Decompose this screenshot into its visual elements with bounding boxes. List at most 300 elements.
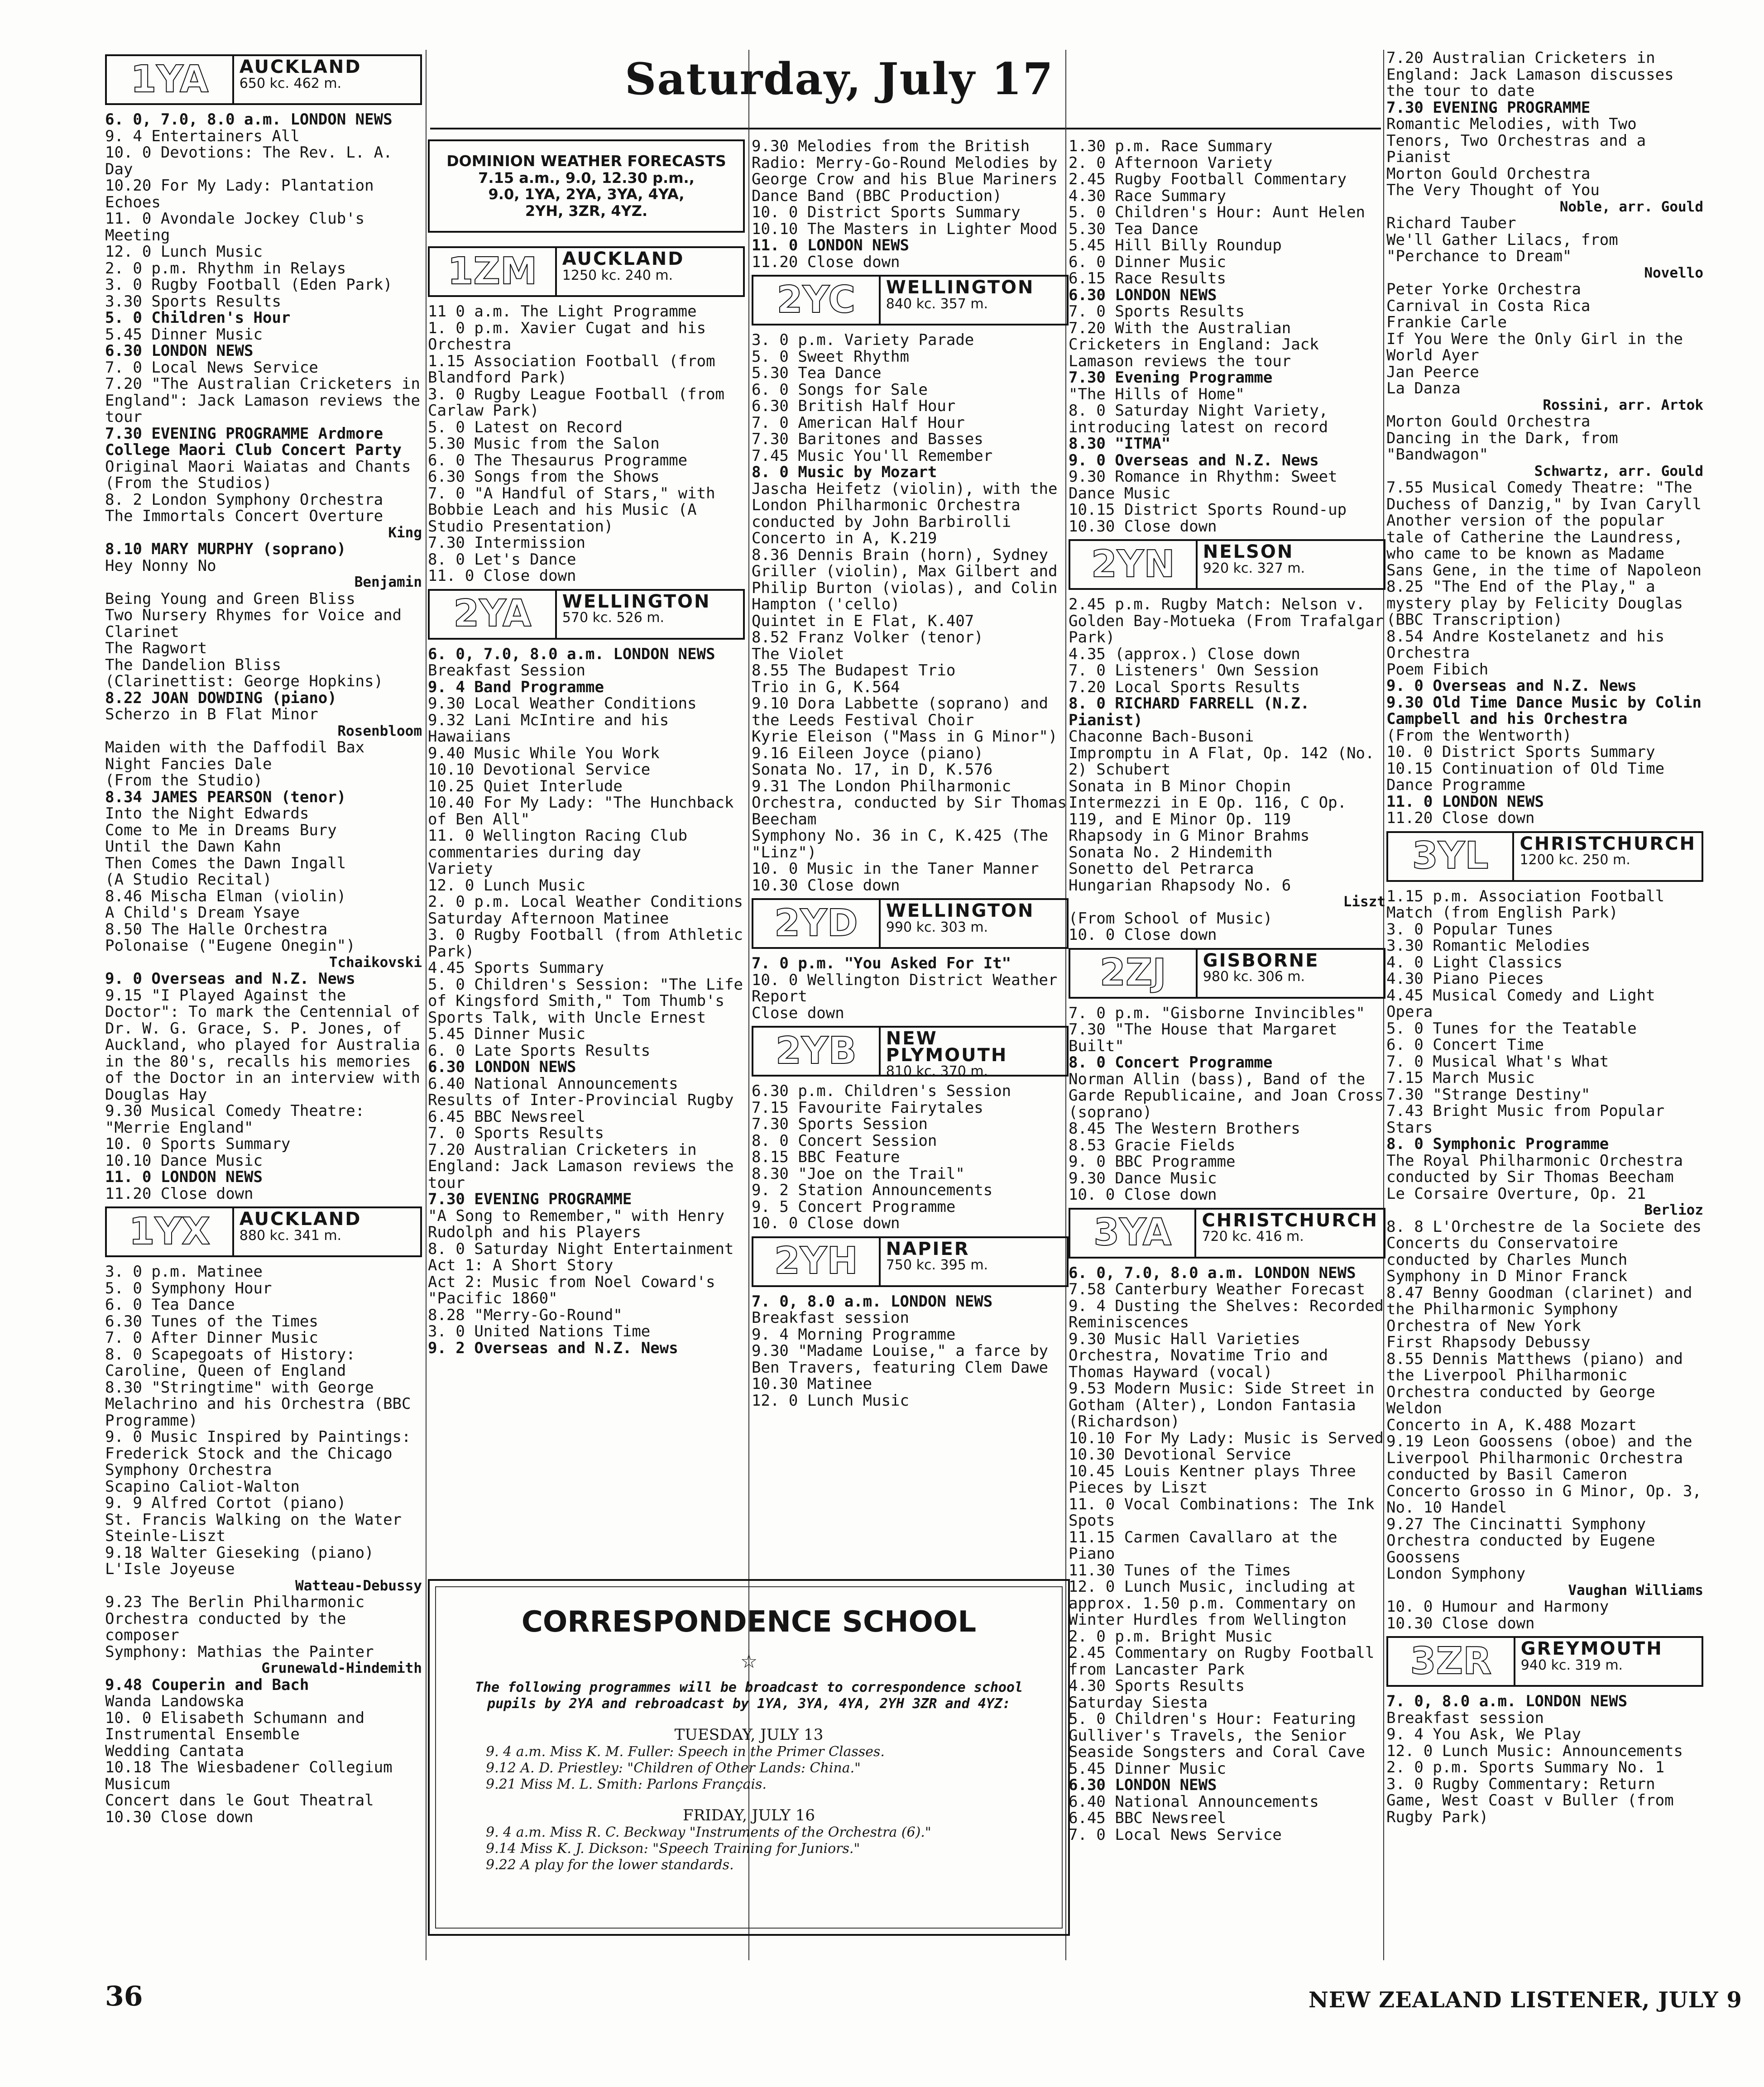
programme-item: 8. 0 Scapegoats of History: Caroline, Queen of England	[105, 1345, 355, 1380]
composer-credit: Liszt	[1343, 894, 1385, 910]
programme-item: 9.40 Music While You Work	[428, 744, 660, 762]
programme-item: 6.40 National Announcements	[1069, 1792, 1319, 1811]
programme-item: 9.30 Old Time Dance Music by Colin Campbell and his Orchestra	[1386, 693, 1702, 728]
programme-item: 10. 0 Music in the Taner Manner	[752, 860, 1039, 878]
station-callsign: 2YH	[753, 1238, 881, 1285]
programme-item: 2. 0 p.m. Sports Summary No. 1	[1386, 1758, 1665, 1776]
programme-item: 7.20 "The Australian Cricketers in England": Jack Lamason reviews the tour	[105, 375, 420, 426]
programme-item: Sonata in B Minor Chopin	[1069, 777, 1291, 795]
programme-item: Night Fancies Dale	[105, 755, 272, 773]
station-city: AUCKLAND	[239, 1209, 362, 1230]
programme-item: 5. 0 Children's Hour: Aunt Helen	[1069, 203, 1366, 221]
station-info	[234, 1208, 420, 1255]
programme-item: 5. 0 Children's Hour: Featuring Gulliver's Travels, the Senior Seaside Songsters and Coral Cave	[1069, 1710, 1366, 1761]
programme-item: Breakfast session	[1386, 1709, 1544, 1727]
programme-item: 9.15 "I Played Against the Doctor": To mark the Centennial of Dr. W. G. Grace, S. P. Jones, of Auckland, who played for Australia in the 80's, recalls his memories of the Doctor in an interview with Douglas Hay	[105, 986, 420, 1104]
programme-item: First Rhapsody Debussy	[1386, 1333, 1591, 1351]
programme-item: 7. 0 "A Handful of Stars," with Bobbie Leach and his Music (A Studio Presentation)	[428, 484, 715, 536]
station-header	[1069, 539, 1385, 590]
programme-item: 9.30 Music Hall Varieties Orchestra, Novatime Trio and Thomas Hayward (vocal)	[1069, 1330, 1328, 1381]
correspondence-item: 9. 4 a.m. Miss R. C. Beckway "Instruments of the Orchestra (6)."	[486, 1824, 931, 1840]
programme-item: 9.48 Couperin and Bach	[105, 1675, 309, 1694]
programme-item: Two Nursery Rhymes for Voice and Clarinet	[105, 606, 402, 641]
programme-item: 10.30 Close down	[1069, 517, 1217, 536]
station-callsign: 1YX	[107, 1208, 234, 1255]
programme-item: 9.30 Local Weather Conditions	[428, 694, 697, 713]
programme-item: 9.32 Lani McIntire and his Hawaiians	[428, 711, 669, 746]
programme-item: 7. 0 American Half Hour	[752, 413, 965, 432]
programme-item: 8.25 "The End of the Play," a mystery play by Felicity Douglas	[1386, 578, 1683, 613]
programme-item: Act 1: A Short Story	[428, 1256, 614, 1274]
station-city: GREYMOUTH	[1520, 1638, 1663, 1659]
correspondence-item: 9. 4 a.m. Miss K. M. Fuller: Speech in the Primer Classes.	[486, 1744, 885, 1760]
programme-item: 10.30 Close down	[752, 876, 900, 895]
correspondence-item: 9.12 A. D. Priestley: "Children of Other Lands: China."	[486, 1760, 861, 1776]
programme-item: 7.30 Baritones and Basses	[752, 430, 983, 448]
programme-item: 10. 0 District Sports Summary	[752, 203, 1021, 221]
programme-item: 11. 0 Close down	[428, 567, 576, 585]
correspondence-title: CORRESPONDENCE SCHOOL	[521, 1605, 977, 1639]
programme-item: 11.30 Tunes of the Times	[1069, 1561, 1291, 1580]
programme-item: 3. 0 Rugby Football (Eden Park)	[105, 276, 393, 294]
programme-item: 3. 0 Popular Tunes	[1386, 920, 1553, 938]
programme-item: 8.30 "Joe on the Trail"	[752, 1164, 965, 1183]
programme-item: 7.20 Australian Cricketers in England: Jack Lamason discusses the tour to date	[1386, 49, 1674, 100]
programme-item: 10.15 Continuation of Old Time Dance Programme	[1386, 759, 1665, 794]
station-city: NEW PLYMOUTH	[886, 1028, 1008, 1066]
programme-item: 10.20 For My Lady: Plantation Echoes	[105, 177, 374, 211]
programme-item: 1.15 Association Football (from Blandford Park)	[428, 352, 715, 387]
station-frequency: 750 kc. 395 m.	[886, 1257, 988, 1273]
programme-item: 6. 0 Songs for Sale	[752, 380, 928, 399]
programme-item: Norman Allin (bass), Band of the Garde Republicaine, and Joan Cross (soprano)	[1069, 1070, 1384, 1121]
programme-item: 12. 0 Lunch Music	[752, 1391, 909, 1410]
programme-item: 10.10 Devotional Service	[428, 761, 651, 779]
programme-item: 9. 4 Morning Programme	[752, 1325, 956, 1344]
programme-item: 7.30 EVENING PROGRAMME	[428, 1190, 632, 1208]
programme-item: Chaconne Bach-Busoni	[1069, 728, 1254, 746]
programme-item: Breakfast session	[752, 1309, 909, 1327]
programme-item: 7.30 Intermission	[428, 534, 585, 552]
programme-item: 10.40 For My Lady: "The Hunchback of Ben All"	[428, 794, 734, 828]
programme-item: If You Were the Only Girl in the World Ayer	[1386, 330, 1683, 364]
programme-item: 10. 0 Close down	[752, 1214, 900, 1232]
programme-item: 10. 0 Devotions: The Rev. L. A. Day	[105, 144, 393, 178]
programme-item: 6.30 Tunes of the Times	[105, 1312, 318, 1331]
programme-item: Symphony: Mathias the Painter	[105, 1642, 374, 1661]
programme-item: 5.45 Dinner Music	[428, 1025, 585, 1043]
programme-item: 6. 0 Dinner Music	[1069, 253, 1226, 271]
station-info	[1514, 833, 1702, 880]
correspondence-intro: The following programmes will be broadcast to correspondence school pupils by 2YA and rebroadcast by 1YA, 3YA, 4YA, 2YH 3ZR and 4YZ:	[475, 1680, 1023, 1712]
station-frequency: 940 kc. 319 m.	[1520, 1657, 1623, 1673]
programme-item: 9. 0 BBC Programme	[1069, 1153, 1236, 1171]
programme-item: Results of Inter-Provincial Rugby	[428, 1091, 734, 1109]
column-3	[752, 138, 1069, 1409]
programme-item: Wedding Cantata	[105, 1742, 244, 1760]
programme-item: 4.45 Sports Summary	[428, 959, 604, 977]
station-city: CHRISTCHURCH	[1202, 1210, 1378, 1231]
programme-item: 6. 0, 7.0, 8.0 a.m. LONDON NEWS	[105, 110, 393, 129]
programme-item: 6.45 BBC Newsreel	[1069, 1809, 1226, 1827]
programme-item: 4.30 Sports Results	[1069, 1677, 1245, 1695]
composer-credit: Novello	[1644, 264, 1703, 281]
programme-item: 10.30 Devotional Service	[1069, 1446, 1291, 1464]
programme-item: 7.15 March Music	[1386, 1069, 1535, 1087]
programme-item: 9. 0 Overseas and N.Z. News	[1386, 677, 1637, 695]
programme-item: 9.30 Romance in Rhythm: Sweet Dance Music	[1069, 468, 1337, 503]
programme-item: 10.15 District Sports Round-up	[1069, 501, 1347, 519]
programme-item: 5. 0 Sweet Rhythm	[752, 347, 909, 366]
programme-item: 6. 0 The Thesaurus Programme	[428, 451, 688, 469]
programme-item: 11. 0 LONDON NEWS	[752, 236, 909, 254]
station-frequency: 880 kc. 341 m.	[239, 1227, 342, 1244]
programme-item: 8. 0 Concert Programme	[1069, 1053, 1273, 1072]
programme-item: 12. 0 Lunch Music, including at approx. 1.50 p.m. Commentary on Winter Hurdles from Wellington	[1069, 1578, 1356, 1629]
station-frequency: 920 kc. 327 m.	[1203, 560, 1305, 576]
programme-item: 9.27 The Cincinatti Symphony Orchestra conducted by Eugene Goossens	[1386, 1515, 1655, 1566]
programme-item: 8. 0 Saturday Night Entertainment	[428, 1240, 734, 1258]
programme-item: (BBC Transcription)	[1386, 611, 1563, 629]
programme-item: 8.34 JAMES PEARSON (tenor)	[105, 788, 346, 806]
programme-item: 8.55 The Budapest Trio	[752, 661, 956, 680]
station-header	[105, 54, 422, 105]
programme-item: 7.30 Evening Programme	[1069, 369, 1273, 387]
programme-item: Concert dans le Gout Theatral	[105, 1791, 374, 1809]
programme-item: 7.20 With the Australian Cricketers in England: Jack Lamason reviews the tour	[1069, 319, 1319, 370]
programme-item: 8.10 MARY MURPHY (soprano)	[105, 540, 346, 558]
programme-item: Le Corsaire Overture, Op. 21	[1386, 1184, 1646, 1203]
programme-item: Act 2: Music from Noel Coward's "Pacific 1860"	[428, 1273, 715, 1307]
programme-item: 12. 0 Lunch Music: Announcements	[1386, 1742, 1683, 1760]
programme-item: Jascha Heifetz (violin), with the London Philharmonic Orchestra conducted by John Barbirolli	[752, 479, 1058, 531]
station-frequency: 650 kc. 462 m.	[239, 75, 342, 91]
station-info	[881, 277, 1067, 324]
programme-item: 3. 0 Rugby League Football (from Carlaw Park)	[428, 385, 725, 420]
programme-item: Impromptu in A Flat, Op. 142 (No. 2) Schubert	[1069, 744, 1375, 779]
programme-item: 9. 2 Overseas and N.Z. News	[428, 1339, 678, 1357]
programme-item: Symphony in D Minor Franck	[1386, 1267, 1628, 1285]
station-callsign: 2YC	[753, 277, 881, 324]
programme-item: 10.25 Quiet Interlude	[428, 777, 623, 795]
programme-item: 2. 0 Afternoon Variety	[1069, 153, 1273, 172]
programme-item: 5. 0 Latest on Record	[428, 418, 623, 436]
programme-item: Morton Gould Orchestra	[1386, 412, 1591, 431]
station-info	[1198, 950, 1384, 997]
programme-item: 10. 0 Elisabeth Schumann and Instrumental Ensemble	[105, 1709, 365, 1743]
programme-item: 9.16 Eileen Joyce (piano)	[752, 744, 983, 762]
programme-item: 7. 0 p.m. "Gisborne Invincibles"	[1069, 1004, 1366, 1022]
correspondence-day: TUESDAY, JULY 13	[674, 1726, 824, 1744]
programme-item: Come to Me in Dreams Bury	[105, 821, 337, 839]
programme-item: 11.20 Close down	[752, 253, 900, 271]
programme-item: Kyrie Eleison ("Mass in G Minor")	[752, 728, 1058, 746]
programme-item: 6.30 LONDON NEWS	[1069, 1776, 1217, 1794]
station-city: WELLINGTON	[886, 277, 1035, 298]
programme-item: 9. 4 You Ask, We Play	[1386, 1725, 1581, 1743]
programme-item: The Violet	[752, 645, 844, 663]
correspondence-school-box	[428, 1579, 1070, 1936]
programme-item: 4.30 Piano Pieces	[1386, 970, 1544, 988]
programme-item: 9. 4 Entertainers All	[105, 127, 300, 145]
station-callsign: 2YA	[430, 591, 557, 638]
weather-stations: 9.0, 1YA, 2YA, 3YA, 4YA,	[488, 186, 685, 203]
programme-item: 6. 0 Late Sports Results	[428, 1041, 651, 1060]
programme-item: Close down	[752, 1004, 844, 1022]
programme-item: 7.58 Canterbury Weather Forecast	[1069, 1280, 1366, 1298]
weather-forecast-box	[428, 139, 745, 233]
programme-item: 11. 0 Wellington Racing Club commentaries during day	[428, 827, 688, 862]
programme-item: Wanda Landowska	[105, 1692, 244, 1710]
programme-item: 5. 0 Tunes for the Teatable	[1386, 1019, 1637, 1038]
programme-item: 11.20 Close down	[1386, 809, 1535, 827]
programme-item: Another version of the popular tale of Catherine the Laundress, who came to be known as Madame Sans Gene, in the time of Napoleon	[1386, 512, 1702, 579]
station-frequency: 990 kc. 303 m.	[886, 919, 988, 935]
programme-item: Rhapsody in G Minor Brahms	[1069, 827, 1310, 845]
programme-item: 6.40 National Announcements	[428, 1074, 678, 1093]
programme-item: 9. 4 Band Programme	[428, 678, 604, 696]
programme-item: Poem Fibich	[1386, 660, 1489, 679]
programme-item: 8. 8 L'Orchestre de la Societe des Concerts du Conservatoire conducted by Charles Munch	[1386, 1217, 1702, 1269]
programme-item: 5. 0 Children's Hour	[105, 309, 291, 327]
programme-item: 7.43 Bright Music from Popular Stars	[1386, 1102, 1665, 1137]
programme-item: 7.15 Favourite Fairytales	[752, 1098, 983, 1117]
station-callsign: 3YA	[1070, 1210, 1196, 1257]
programme-item: "A Song to Remember," with Henry Rudolph and his Players	[428, 1206, 725, 1241]
station-callsign: 2YD	[753, 900, 881, 947]
programme-item: 6.30 Songs from the Shows	[428, 468, 660, 486]
programme-item: 6. 0, 7.0, 8.0 a.m. LONDON NEWS	[1069, 1264, 1356, 1282]
programme-item: (From the Studios)	[105, 474, 272, 492]
programme-item: 7. 0, 8.0 a.m. LONDON NEWS	[1386, 1692, 1628, 1710]
programme-item: St. Francis Walking on the Water Steinle-Liszt	[105, 1510, 402, 1545]
station-info	[1196, 1210, 1384, 1257]
column-4	[1069, 138, 1385, 1843]
composer-credit: Grunewald-Hindemith	[261, 1660, 422, 1676]
programme-item: 10.30 Close down	[1386, 1614, 1535, 1632]
programme-item: 9.10 Dora Labbette (soprano) and the Leeds Festival Choir	[752, 694, 1049, 729]
programme-item: Morton Gould Orchestra	[1386, 164, 1591, 183]
programme-item: 7. 0, 8.0 a.m. LONDON NEWS	[752, 1292, 993, 1311]
programme-item: 6.45 BBC Newsreel	[428, 1107, 585, 1126]
station-info	[1198, 541, 1384, 588]
programme-item: The Ragwort	[105, 639, 207, 657]
station-callsign: 3ZR	[1388, 1638, 1515, 1685]
programme-item: 8. 0 Saturday Night Variety, introducing latest on record	[1069, 402, 1328, 436]
programme-item: Being Young and Green Bliss	[105, 589, 355, 608]
programme-item: Then Comes the Dawn Ingall	[105, 854, 346, 872]
programme-item: 11. 0 LONDON NEWS	[105, 1168, 263, 1186]
station-city: GISBORNE	[1203, 950, 1319, 971]
programme-item: 5.30 Music from the Salon	[428, 435, 660, 453]
station-city: AUCKLAND	[239, 57, 362, 77]
station-info	[557, 591, 743, 638]
programme-item: 3. 0 United Nations Time	[428, 1322, 651, 1340]
programme-item: 2.45 Rugby Football Commentary	[1069, 170, 1347, 188]
programme-item: 10.10 Dance Music	[105, 1151, 263, 1170]
programme-item: 4.35 (approx.) Close down	[1069, 645, 1300, 663]
programme-item: 9.30 "Madame Louise," a farce by Ben Travers, featuring Clem Dawe	[752, 1342, 1049, 1377]
programme-item: 9. 0 Music Inspired by Paintings: Frederick Stock and the Chicago Symphony Orchestra	[105, 1428, 411, 1479]
correspondence-item: 9.21 Miss M. L. Smith: Parlons Français.	[486, 1776, 767, 1792]
programme-item: A Child's Dream Ysaye	[105, 904, 300, 922]
station-frequency: 810 kc. 370 m.	[886, 1063, 988, 1079]
programme-item: The Dandelion Bliss	[105, 656, 281, 674]
programme-item: 8. 0 Symphonic Programme	[1386, 1135, 1609, 1153]
programme-item: 9.53 Modern Music: Side Street in Gotham (Alter), London Fantasia (Richardson)	[1069, 1379, 1375, 1431]
programme-item: 7.30 EVENING PROGRAMME Ardmore College Maori Club Concert Party	[105, 424, 402, 459]
programme-item: 10. 0 Close down	[1069, 1186, 1217, 1204]
programme-item: 5.45 Dinner Music	[105, 325, 263, 344]
programme-item: 8.15 BBC Feature	[752, 1148, 900, 1166]
station-info	[1515, 1638, 1702, 1685]
programme-item: Richard Tauber	[1386, 214, 1516, 232]
programme-item: 9. 0 Overseas and N.Z. News	[1069, 451, 1319, 469]
programme-item: 9.30 Musical Comedy Theatre: "Merrie England"	[105, 1102, 365, 1137]
column-1	[105, 50, 422, 1825]
programme-item: Romantic Melodies, with Two Tenors, Two Orchestras and a Pianist	[1386, 115, 1646, 166]
programme-item: 7. 0 Sports Results	[428, 1124, 604, 1142]
correspondence-item: 9.14 Miss K. J. Dickson: "Speech Training for Juniors."	[486, 1841, 860, 1857]
programme-item: 4.45 Musical Comedy and Light Opera	[1386, 986, 1655, 1021]
programme-item: 1.15 p.m. Association Football Match (from English Park)	[1386, 887, 1665, 922]
programme-item: 9.30 Melodies from the British Radio: Merry-Go-Round Melodies by George Crow and his Blue Mariners Dance Band (BBC Production)	[752, 137, 1058, 205]
station-header	[1069, 948, 1385, 999]
station-callsign: 3YL	[1388, 833, 1514, 880]
programme-item: Until the Dawn Kahn	[105, 838, 281, 856]
programme-item: The Very Thought of You	[1386, 181, 1600, 199]
programme-item: 9. 9 Alfred Cortot (piano)	[105, 1494, 346, 1512]
programme-item: Carnival in Costa Rica	[1386, 297, 1591, 315]
programme-item: 12. 0 Lunch Music	[105, 243, 263, 261]
programme-item: 12. 0 Lunch Music	[428, 876, 585, 895]
programme-item: 11.15 Carmen Cavallaro at the Piano	[1069, 1528, 1337, 1563]
programme-item: Symphony No. 36 in C, K.425 (The "Linz")	[752, 827, 1049, 862]
programme-item: 4. 0 Light Classics	[1386, 953, 1563, 972]
station-callsign: 2YN	[1070, 541, 1198, 588]
programme-item: 10. 0 Wellington District Weather Report	[752, 971, 1058, 1005]
programme-item: 2. 0 p.m. Local Weather Conditions	[428, 893, 743, 911]
programme-item: 3. 0 p.m. Variety Parade	[752, 331, 974, 349]
programme-item: 4.30 Race Summary	[1069, 187, 1226, 205]
programme-item: (A Studio Recital)	[105, 871, 272, 889]
programme-item: 8. 0 Concert Session	[752, 1131, 937, 1150]
programme-item: 10. 0 Close down	[1069, 926, 1217, 944]
station-frequency: 1200 kc. 250 m.	[1520, 852, 1630, 868]
programme-item: 11. 0 LONDON NEWS	[1386, 792, 1544, 811]
station-city: WELLINGTON	[886, 900, 1035, 921]
programme-item: 7. 0 Local News Service	[105, 358, 318, 377]
column-2	[428, 136, 745, 1356]
station-callsign: 2ZJ	[1070, 950, 1198, 997]
station-frequency: 1250 kc. 240 m.	[562, 267, 673, 283]
programme-item: London Symphony	[1386, 1565, 1526, 1583]
programme-item: 5. 0 Children's Session: "The Life of Kingsford Smith," Tom Thumb's Sports Talk, with Uncle Ernest	[428, 975, 743, 1027]
programme-item: 9.19 Leon Goossens (oboe) and the Liverpool Philharmonic Orchestra conducted by Basil Cameron	[1386, 1432, 1692, 1484]
programme-item: 9.31 The London Philharmonic Orchestra, conducted by Sir Thomas Beecham	[752, 777, 1067, 828]
programme-item: 6.15 Race Results	[1069, 269, 1226, 287]
correspondence-item: 9.22 A play for the lower standards.	[486, 1857, 734, 1873]
programme-item: 2.45 Commentary on Rugby Football from Lancaster Park	[1069, 1644, 1375, 1679]
composer-credit: Watteau-Debussy	[295, 1577, 422, 1594]
programme-item: 7.20 Australian Cricketers in England: Jack Lamason reviews the tour	[428, 1140, 734, 1192]
station-frequency: 570 kc. 526 m.	[562, 610, 665, 626]
programme-item: 7. 0 Sports Results	[1069, 302, 1245, 321]
programme-item: 11. 0 Vocal Combinations: The Ink Spots	[1069, 1495, 1375, 1530]
station-frequency: 980 kc. 306 m.	[1203, 969, 1305, 985]
composer-credit: Benjamin	[354, 574, 422, 590]
composer-credit: King	[388, 524, 422, 541]
composer-credit: Schwartz, arr. Gould	[1534, 463, 1703, 479]
programme-item: 10.45 Louis Kentner plays Three Pieces by Liszt	[1069, 1462, 1356, 1497]
programme-item: 6. 0 Tea Dance	[105, 1296, 235, 1314]
programme-item: 8.52 Franz Volker (tenor)	[752, 628, 983, 646]
programme-item: 3. 0 Rugby Football (from Athletic Park)	[428, 926, 743, 961]
programme-item: 8. 0 Let's Dance	[428, 550, 576, 569]
programme-item: 5.45 Dinner Music	[1069, 1759, 1226, 1778]
correspondence-day: FRIDAY, JULY 16	[683, 1806, 815, 1824]
programme-item: 10.30 Close down	[105, 1808, 254, 1826]
programme-item: 2.45 p.m. Rugby Match: Nelson v. Golden Bay-Motueka (From Trafalgar Park)	[1069, 595, 1384, 646]
programme-item: 9.30 Dance Music	[1069, 1169, 1217, 1187]
programme-item: "The Hills of Home"	[1069, 385, 1245, 403]
composer-credit: Noble, arr. Gould	[1559, 198, 1703, 215]
programme-item: 11.20 Close down	[105, 1184, 254, 1203]
programme-item: Original Maori Waiatas and Chants	[105, 457, 411, 476]
programme-item: 8.50 The Halle Orchestra	[105, 920, 328, 938]
programme-item: 6.30 LONDON NEWS	[1069, 286, 1217, 304]
programme-item: Hey Nonny No	[105, 556, 216, 575]
programme-item: We'll Gather Lilacs, from "Perchance to Dream"	[1386, 230, 1618, 265]
station-header	[752, 1236, 1069, 1287]
composer-credit: Vaughan Williams	[1568, 1582, 1703, 1599]
programme-item: 1.30 p.m. Race Summary	[1069, 137, 1273, 155]
programme-item: 9. 5 Concert Programme	[752, 1197, 956, 1216]
programme-item: 7. 0 p.m. "You Asked For It"	[752, 954, 1011, 972]
programme-item: 10. 0 District Sports Summary	[1386, 743, 1655, 761]
programme-item: 10.10 For My Lady: Music is Served	[1069, 1429, 1384, 1447]
programme-item: 1. 0 p.m. Xavier Cugat and his Orchestra	[428, 319, 706, 354]
programme-item: 10.30 Matinee	[752, 1375, 872, 1393]
station-info	[881, 900, 1067, 947]
programme-item: Saturday Siesta	[1069, 1693, 1208, 1712]
programme-item: 7. 0 Local News Service	[1069, 1825, 1282, 1844]
programme-item: 3.30 Sports Results	[105, 292, 281, 311]
programme-item: L'Isle Joyeuse	[105, 1560, 235, 1578]
programme-item: 3. 0 Rugby Commentary: Return Game, West Coast v Buller (from Rugby Park)	[1386, 1775, 1674, 1826]
programme-item: 11. 0 Avondale Jockey Club's Meeting	[105, 210, 365, 244]
programme-item: 6. 0 Concert Time	[1386, 1036, 1544, 1054]
programme-item: 5. 0 Symphony Hour	[105, 1279, 272, 1297]
programme-item: 6.30 LONDON NEWS	[105, 342, 254, 360]
composer-credit: Berlioz	[1644, 1202, 1703, 1218]
programme-item: 8.30 "ITMA"	[1069, 435, 1171, 453]
station-header	[428, 589, 745, 640]
programme-item: 8. 0 RICHARD FARRELL (N.Z. Pianist)	[1069, 694, 1310, 729]
programme-item: Concerto in A, K.488 Mozart	[1386, 1416, 1637, 1434]
programme-item: 6.30 British Half Hour	[752, 397, 956, 415]
programme-item: Concerto in A, K.219	[752, 529, 937, 547]
publication-footer: NEW ZEALAND LISTENER, JULY 9	[1309, 1987, 1742, 2013]
programme-item: Frankie Carle	[1386, 313, 1507, 331]
programme-item: The Immortals Concert Overture	[105, 507, 383, 525]
programme-item: Scherzo in B Flat Minor	[105, 705, 318, 723]
programme-item: 8.36 Dennis Brain (horn), Sydney Griller (violin), Max Gilbert and Philip Burton (violas), and Colin Hampton ('cello)	[752, 546, 1058, 613]
programme-item: 6.30 p.m. Children's Session	[752, 1082, 1011, 1100]
star-icon: ☆	[740, 1643, 757, 1675]
programme-item: 7.20 Local Sports Results	[1069, 678, 1300, 696]
programme-item: Jan Peerce	[1386, 363, 1479, 381]
